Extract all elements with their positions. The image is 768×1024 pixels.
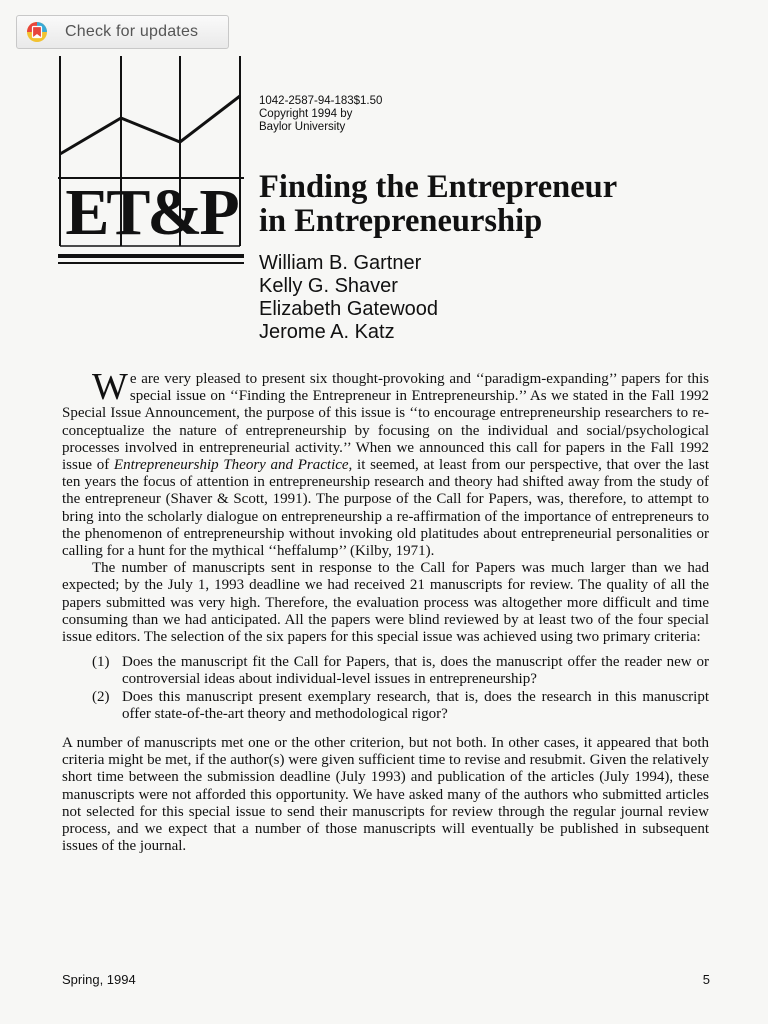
crossmark-icon <box>26 21 48 43</box>
paragraph-3: A number of manuscripts met one or the other criterion, but not both. In other cases, it appeared that both criteria might be met, if the author(s) were given sufficient time to revise and resubmit. Given the relatively short time between the submission deadline (July 1993) and publication of the articles (July 1994), these manuscripts were not afforded this opportunity. We have asked many of the authors who submitted articles not selected for this special issue to send their manuscripts for review through the regular journal review process, and we expect that a number of those manuscripts will eventually be published in subsequent issues of the journal. <box>62 735 709 855</box>
paragraph-2: The number of manuscripts sent in response to the Call for Papers was much larger than we had expected; by the July 1, 1993 deadline we had received 21 manuscripts for review. The quality of all the papers submitted was very high. Therefore, the evaluation process was altogether more difficult and time consuming than we had anticipated. All the papers were blind reviewed by at least two of the four special issue editors. The selection of the six papers for this special issue was achieved using two primary criteria: <box>62 560 709 646</box>
check-for-updates-button[interactable] <box>16 15 229 49</box>
criteria-text: Does this manuscript present exemplary research, that is, does the research in this manuscript offer state-of-the-art theory and methodological rigor? <box>122 688 709 722</box>
author-list <box>259 252 438 344</box>
author-name: William B. Gartner <box>259 252 422 274</box>
issue-date: Spring, 1994 <box>62 972 136 987</box>
journal-name: Entrepreneurship Theory and Practice, <box>113 457 353 474</box>
article-code: 1042-2587-94-183$1.50 <box>259 95 383 107</box>
author-name: Elizabeth Gatewood <box>259 298 439 320</box>
criteria-item <box>62 654 709 688</box>
logo-text: ET&P <box>65 176 237 249</box>
article-metadata <box>259 95 382 134</box>
journal-logo <box>58 56 244 269</box>
author-name: Kelly G. Shaver <box>259 275 398 297</box>
criteria-text: Does the manuscript fit the Call for Papers, that is, does the manuscript offer the reader new or controversial ideas about individual-level issues in entrepreneurship? <box>122 654 709 688</box>
paragraph-1 <box>62 366 709 560</box>
author-name: Jerome A. Katz <box>259 321 395 343</box>
publisher-line: Baylor University <box>259 121 346 133</box>
criteria-number: (1) <box>92 654 110 671</box>
criteria-item <box>62 689 709 723</box>
page-number: 5 <box>702 972 710 987</box>
copyright-line: Copyright 1994 by <box>259 108 353 120</box>
title-line-1: Finding the Entrepreneur <box>259 169 618 205</box>
article-title <box>259 170 617 238</box>
check-for-updates-label: Check for updates <box>65 23 199 40</box>
criteria-number: (2) <box>92 688 110 705</box>
criteria-list <box>62 654 709 723</box>
article-body <box>62 366 709 855</box>
paragraph-1-text-a: e are very pleased to present six thought-provoking and ‘‘paradigm-expanding’’ papers for this special issue on ‘‘Finding the Entrepreneur in Entrepreneurship.’’ As we stated in the Fall 1992 Special Issue Announcement, the purpose of this issue is ‘‘to encourage entrepreneurship researchers to re-conceptualize the nature of entrepreneurship by focusing on the individual and social/psychological processes involved in entrepreneurial activity.’’ When we announced this call for papers in the Fall 1992 issue of <box>62 371 709 474</box>
drop-cap: W <box>92 366 128 408</box>
title-line-2: in Entrepreneurship <box>259 203 543 239</box>
paragraph-1-text-b: it seemed, at least from our perspective, that over the last ten years the focus of attention in entrepreneurship research and theory had shifted away from the study of the entrepreneur (Shaver & Scott, 1991). The purpose of the Call for Papers, was, therefore, to attempt to bring into the scholarly dialogue on entrepreneurship a re-affirmation of the importance of entrepreneurs to the phenomenon of entrepreneurship without invoking old platitudes about entrepreneurial personalities or calling for a hunt for the mythical ‘‘heffalump’’ (Kilby, 1971). <box>62 457 709 560</box>
